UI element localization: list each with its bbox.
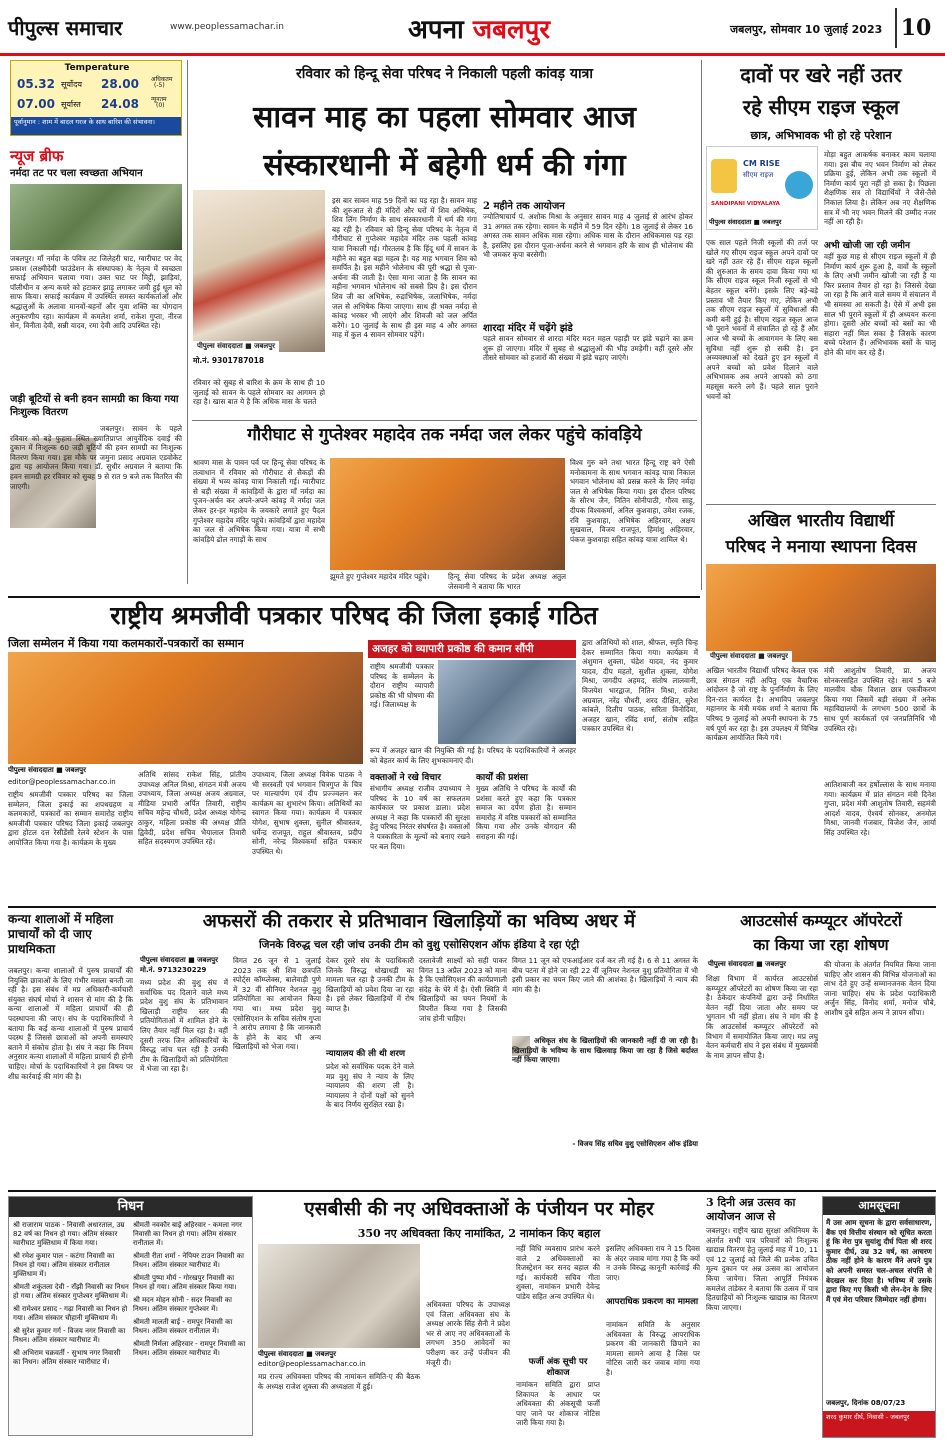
section-title xyxy=(408,10,550,46)
abvp-headline-1: अखिल भारतीय विद्यार्थी xyxy=(747,511,895,531)
obituary-col2 xyxy=(133,1221,249,1433)
kanwar-col3: विश्व गुरु बने तथा भारत हिन्दू राष्ट्र बने ऐसी मनोकामना के साथ भगवान कांवड़ यात्रा निकाल भगवान भोलेनाथ को प्रसन्न करने के लिए नर्मदा जल से अभिषेक किया गया। इस दौरान परिषद के सौरभ जैन, नितिन सोनीपाठी, गौरव साहू, दीपक विश्वकर्मा, अनिल कुशवाहा, उमेश रजक, रवि कुशवाहा, अभिषेक अहिरवार, अक्षय सुखवाल, विजय राजपूत, हिमांशु अहिरवार, पंकज कुशवाहा सहित कांवड़ यात्रा शामिल थे। xyxy=(570,458,695,544)
abvp-right-col: मंत्री आशुतोष तिवारी, प्रा. अजय सोनकरसहित उपस्थित रहे। सायं 5 बजे मालवीय चौक विशाल छात्र एकत्रीकरण किया गया जिसमें बड़ी संख्या में अनेक महाविद्यालयों के लगभग 500 छात्रों के साथ पूर्ण कार्यकर्ता एवं जनप्रतिनिधि भी उपस्थित रहे। xyxy=(824,666,936,733)
rise-right-col: मोड़ा बहुत आकर्षक बनाकर काम चलाया गया। इस बीच नए भवन निर्माण को लेकर प्रक्रिया हुई, लेकिन अभी तक स्कूलों में निर्माण कार्य पूरा नहीं हो सका है। पिछला शैक्षणिक सत्र तो विद्यार्थियों ने जैसे-तैसे निकाल लिया है। लेकिन अब नए शैक्षणिक सत्र में भी नए भवन मिलने की उम्मीद नजर नहीं आ रही है। xyxy=(824,150,936,227)
sbc-col3b: नामांकन समिति द्वारा प्राप्त शिकायत के आधार पर अधिवक्ता की अंकसूची फर्जी पाए जाने पर शोकाज नोटिस जारी किया गया है। xyxy=(516,1380,600,1428)
patrakar-photo xyxy=(8,652,363,764)
rise-emblem-icon xyxy=(711,159,737,193)
patrakar-email: editor@peoplessamachar.co.in xyxy=(8,778,116,786)
anna-body: जबलपुर। राष्ट्रीय खाद्य सुरक्षा अधिनियम के अंतर्गत सभी पात्र परिवारों को निःशुल्क खाद्यान्न वितरण हेतु जुलाई माह में 10, 11 एवं 12 जुलाई को जिले की प्रत्येक उचित मूल्य दुकान पर अन्न उत्सव का आयोजन किया जायेगा। जिला आपूर्ति नियंत्रक कमलेश तांडेकर ने बताया कि उत्सव में पात्र हितग्राहियों को निःशुल्क खाद्यान्न का वितरण किया जाएगा। xyxy=(706,1226,818,1312)
brief2-headline: जड़ी बूटियों से बनी हवन सामग्री का किया गया निःशुल्क वितरण xyxy=(10,394,179,418)
outsource-col1: शिक्षा विभाग में कार्यरत आउटसोर्स कम्प्यूटर ऑपरेटरों का शोषण किया जा रहा है। ठेकेदार कंपनियों द्वारा उन्हें निर्धारित वेतन नहीं दिया जाता और समय पर भुगतान भी नहीं होता। संघ ने मांग की है कि आउटसोर्स कम्प्यूटर ऑपरेटरों को विभाग में समायोजित किया जाए। मप्र लघु वेतन कर्मचारी संघ ने इस संबंध में मुख्यमंत्री के नाम ज्ञापन सौंपा है। xyxy=(706,974,818,1060)
khiladi-quote-box xyxy=(512,1036,698,1186)
abvp-rule xyxy=(706,504,936,505)
brand-logo: पीपुल्स समाचार xyxy=(8,16,123,40)
lead-col2b: पहले सावन सोमवार से शारदा मंदिर मदन महल पहाड़ी पर झंडे चढ़ाने का क्रम शुरू हो जाएगा। मंदिर में सुबह से श्रद्धालुओं की भीड़ उमड़ेगी। वहीं दूसरे और तीसरे सोमवार को हजारों की संख्या में झंडे चढ़ाए जाएंगे। xyxy=(483,334,693,363)
sunrise-time: 05.32 xyxy=(17,77,55,91)
vakta-sub: वक्ताओं ने रखे विचार xyxy=(370,773,441,783)
sbc-col1: मप्र राज्य अधिवक्ता परिषद की नामांकन समिति-ए की बैठक के अध्यक्ष राजेश शुक्ला की अध्यक्षता में हुई। xyxy=(258,1372,420,1391)
kanwar-caption-r: हिन्दू सेवा परिषद के प्रदेश अध्यक्ष अतुल जेसवानी ने बताया कि भारत xyxy=(448,572,566,591)
obituary-item: श्रीमती नवकौर बाई अहिरवार - कमला नगर निवासी का निधन हो गया। अंतिम संस्कार रानीताल में। xyxy=(133,1221,242,1247)
patrakar-photo-caption: पीपुल्स संवाददाता ■ जबलपुर xyxy=(8,766,86,774)
patrakar-headline: राष्ट्रीय श्रमजीवी पत्रकार परिषद की जिला इकाई गठित xyxy=(110,601,598,630)
obituary-item: श्रीमती मालती बाई - रामपुर निवासी का निधन। अंतिम संस्कार रानीताल में। xyxy=(133,1318,233,1335)
khiladi-col3b: प्रदेश को सर्वाधिक पदक देने वाले मप्र वुशु संघ ने न्याय के लिए न्यायालय की शरण ली है। न्यायालय ने दोनों पक्षों को सुनने के बाद निर्णय सुरक्षित रखा है। xyxy=(326,1062,414,1110)
abvp-photo xyxy=(706,564,936,662)
page-number: 10 xyxy=(895,8,935,48)
obituary-item: श्रीमती पुष्पा मौर्य - गोरखपुर निवासी का निधन हो गया। अंतिम संस्कार किया गया। xyxy=(133,1274,237,1291)
khiladi-col3: देकर दूसरे संघ के पदाधिकारी जिनके विरुद्ध धोखाधड़ी का मामला चल रहा है उनकी टीम के खिलाड़ियों को प्रवेश दिया जा रहा है। इसे लेकर खिलाड़ियों में रोष व्याप्त है। xyxy=(326,956,414,1013)
khiladi-col2: विगत 26 जून से 1 जुलाई 2023 तक श्री शिव छत्रपति स्पोर्ट्स कॉम्प्लेक्स, बालेवाड़ी पुणे में 32 वीं सीनियर नेशनल वुशु प्रतियोगिता का आयोजन किया गया था। मध्य प्रदेश वुशु एसोसिएशन के सचिव संतोष गुप्ता ने आरोप लगाया है कि जानकारी के होने के बाद भी अन्य खिलाड़ियों को भेजा गया। xyxy=(233,956,321,1052)
sbc-headline: एसबीसी की नए अधिवक्ताओं के पंजीयन पर मोहर xyxy=(304,1198,654,1220)
sbc-subhead: 350 नए अधिवक्ता किए नामांकित, 2 नामांकन किए बहाल xyxy=(357,1227,601,1240)
masthead xyxy=(0,0,945,56)
weather-box xyxy=(10,60,182,136)
max-label: अधिकतम xyxy=(151,76,173,83)
khiladi-subhead: जिनके विरुद्ध चल रही जांच उनकी टीम को वुशु एसोसिएशन ऑफ इंडिया दे रहा एंट्री xyxy=(258,939,580,951)
sbc-col4: इसलिए अधिवक्ता राय ने 15 दिवस के अंदर जवाब मांगा गया है कि क्यों न उनके विरुद्ध कानूनी कार्रवाई की जाए। xyxy=(606,1244,700,1282)
section-title-a: अपना xyxy=(408,15,464,45)
kanwar-rule xyxy=(192,420,697,421)
notice-label: आमसूचना xyxy=(823,1197,935,1215)
kanya-headline: कन्या शालाओं में महिला प्राचार्यों को दी जाए प्राथमिकता xyxy=(8,912,114,956)
obituary-box xyxy=(8,1196,253,1436)
sunset-time: 07.00 xyxy=(17,97,55,111)
kanwar-col1: श्रावण मास के पावन पर्व पर हिन्दू सेवा परिषद के तत्वाधान में रविवार को गौरीघाट से सैकड़ों की संख्या में भव्य कांवड़ यात्रा निकाली गई। ग्वारीघाट से बड़ी संख्या में कांवड़ियों के द्वारा माँ नर्मदा का पूजन-अर्चन कर अपने-अपने कांवड़ में नर्मदा जल लेकर हर-हर महादेव के जयकारे लगाते हुए पैदल गुप्तेश्वर महादेव मंदिर पहुंचे। कांवड़ियों द्वारा महादेव का जल से अभिषेक किया गया। यात्रा में सभी कांवड़िये ढोल नगाड़ों के साथ xyxy=(193,458,325,544)
khiladi-photo-caption: पीपुल्स संवाददाता ■ जबलपुर xyxy=(140,956,218,964)
rise-logo-text: सीएम राइज xyxy=(743,171,774,179)
sunrise-label: सूर्योदय xyxy=(61,80,83,89)
lead-sub1: 2 महीने तक आयोजन xyxy=(483,201,565,212)
section-title-b: जबलपुर xyxy=(472,15,551,45)
outsource-headline-1: आउटसोर्स कम्प्यूटर ऑपरेटरों xyxy=(740,911,902,930)
min-diff: (0) xyxy=(156,102,165,109)
lead-col1: इस बार सावन माह 59 दिनों का पड़ रहा है। सावन माह की शुरुआत से ही मंदिरों और घरों में शिव अभिषेक, शिव लिंग निर्माण के साथ संस्कारधानी में धर्म की गंगा बह रही है। रविवार को हिन्दू सेवा परिषद के नेतृत्व में गौरीघाट से गुप्तेश्वर महादेव मंदिर तक पहली कांवड़ यात्रा निकाली गई। गौरतलब है कि हिंदू धर्म में सावन के महीने का बहुत बड़ा महत्व है। यह माह भगवान शिव को समर्पित है। इस महीने भोलेनाथ की पूरी श्रद्धा से पूजा-अर्चना की जाती है। ऐसा माना जाता है कि सावन का महीना भगवान भोलेनाथ को सबसे प्रिय है। इस दौरान शिव जी का अभिषेक, रुद्राभिषेक, जलाभिषेक, नर्मदा जल से अभिषेक किया जाएगा। साथ ही भक्त नर्मदा से कांवड़ भरकर भी लाएंगे और शिवजी को जल अर्पित करेंगे। 10 जुलाई के साथ ही इस माह 4 और अगस्त माह में कुल 4 सावन सोमवार पड़ेंगे। xyxy=(332,196,477,340)
sbc-col4b: नामांकन समिति के अनुसार अधिवक्ता के विरुद्ध आपराधिक प्रकरण की जानकारी छिपाने का मामला सामने आया है जिस पर नोटिस जारी कर जवाब मांगा गया है। xyxy=(606,1320,700,1377)
notice-body: मैं उस आम सूचना के द्वारा सर्वसाधारण, बैंक एवं वित्तीय संस्थान को सूचित करता हूं कि मेरा पुत्र सुयांशु दीर्घ पिता श्री शरद कुमार दीर्घ, उम्र 32 वर्ष, का आचरण ठीक नहीं होने के कारण मैंने अपने पुत्र को अपनी समस्त चल-अचल संपत्ति से बेदखल कर दिया है। भविष्य में उसके द्वारा किए गए किसी भी लेन-देन के लिए मैं एवं मेरा परिवार जिम्मेदार नहीं होगा। xyxy=(826,1218,932,1304)
azhar-headline: अजहर को व्यापारी प्रकोष्ठ की कमान सौंपी xyxy=(368,640,576,658)
patrakar-col3: उपाध्याय, जिला अध्यक्ष विवेक पाठक ने भी सरस्वती एवं भगवान चित्रगुप्त के चित्र पर माल्यार्पण एवं दीप प्रज्ज्वलन कर कार्यक्रम का शुभारंभ किया। अतिथियों का स्वागत किया गया। कार्यक्रम में पत्रकार योगेश, सुभाष शुक्ला, सुनील श्रीवास्तव, धर्मेन्द्र राजपूत, राहुल श्रीवास्तव, प्रदीप सोनी, नरेन्द्र विश्वकर्मा सहित पत्रकार उपस्थित थे। xyxy=(252,770,362,856)
max-temp: 28.00 xyxy=(101,77,139,91)
rise-subhead: छात्र, अभिभावक भी हो रहे परेशान xyxy=(750,129,892,142)
kanya-body: जबलपुर। कन्या शालाओं में पुरुष प्राचार्यों की नियुक्ति छात्राओं के लिए गंभीर मसला बनती जा रही है। इस संबंध में मप्र अधिकारी-कर्मचारी संयुक्त संघर्ष मोर्चा ने शासन से मांग की है कि कन्या शालाओं में महिला प्राचार्यों की ही पदस्थापना की जाए। संघ के पदाधिकारियों ने बताया कि कई कन्या शालाओं में पुरुष प्राचार्य पदस्थ हैं जिससे छात्राओं को अपनी समस्याएं बताने में संकोच होता है। संघ ने कहा कि नियम अनुसार कन्या शालाओं में महिला प्राचार्य ही होनी चाहिए। मोर्चा के पदाधिकारियों ने इस विषय पर शीघ्र कार्रवाई की मांग की है। xyxy=(8,966,133,1081)
rise-logo-2: SANDIPANI VIDYALAYA xyxy=(711,201,780,207)
rise-headline-2: रहे सीएम राइज स्कूल xyxy=(742,95,900,119)
khiladi-sub: न्यायालय की ली थी शरण xyxy=(326,1049,406,1059)
rise-logo-1: CM RISE xyxy=(743,159,780,168)
obituary-label: निधन xyxy=(9,1197,252,1217)
lead-col2a: ज्योतिषाचार्य पं. अशोक मिश्रा के अनुसार सावन माह 4 जुलाई से आरंभ होकर 31 अगस्त तक रहेगा। सावन के महीने में 59 दिन रहेंगे। 18 जुलाई से लेकर 16 अगस्त तक सावन अधिक मास रहेगा। अधिक मास के दौरान अधिकमास पड़ रहा है, इसलिए इस दौरान पूजा-अर्चना करने से भगवान हरि के साथ ही भोलेनाथ की भी जमकर कृपा बरसेगी। xyxy=(483,212,693,260)
khiladi-headline: अफसरों की तकरार से प्रतिभावान खिलाड़ियों का भविष्य अधर में xyxy=(202,911,636,932)
col-rule-2 xyxy=(701,60,702,590)
min-temp: 24.08 xyxy=(101,97,139,111)
khiladi-col1: मध्य प्रदेश की वुशु संघ में सर्वाधिक पद दिलाने वाले मध्य प्रदेश वुशु संघ के प्रतिभावान खिलाड़ी राष्ट्रीय स्तर की प्रतियोगिताओं में शामिल होने के लिए तैयार नहीं मिल रहा है। वहीं दूसरी तरफ जिन अधिकारियों के विरुद्ध जांच चल रही है उनकी टीम के खिलाड़ियों को प्रतियोगिता में भेजा जा रहा है। xyxy=(140,978,228,1074)
obituary-item: श्री मदन मोहन सोनी - सदर निवासी का निधन। अंतिम संस्कार गुप्तेश्वर में। xyxy=(133,1296,232,1313)
sunset-label: सूर्यास्त xyxy=(61,100,81,109)
notice-box xyxy=(822,1196,936,1438)
outsource-headline-2: का किया जा रहा शोषण xyxy=(753,935,889,954)
obituary-item: श्री रामेश्वर प्रसाद - गढ़ा निवासी का निधन हो गया। अंतिम संस्कार चौहानी मुक्तिधाम में। xyxy=(13,1305,128,1322)
lead-photo-text: रविवार को सुबह से बारिश के क्रम के साथ ही 10 जुलाई को सावन के पहले सोमवार का आगमन हो रहा है। खास बात ये है कि अधिक मास के चलते xyxy=(193,378,325,407)
lead-photo-caption: पीपुल्स संवाददाता ■ जबलपुर xyxy=(193,341,279,352)
sbc-photo-caption: पीपुल्स संवाददाता ■ जबलपुर xyxy=(258,1350,336,1358)
rise-col1: एक साल पहले निजी स्कूलों की तर्ज पर खोले गए सीएम राइज स्कूल अपने दावों पर खरे नहीं उतर रहे हैं। सीएम राइज स्कूलों की शुरुआत के समय दावा किया गया था कि सीएम राइज स्कूल निजी स्कूलों से भी बेहतर स्कूल बनेंगे। इसके लिए बड़े-बड़े प्रस्ताव भी तैयार किए गए, लेकिन अभी तक सीएम राइज स्कूलों में सुविधाओं की कमी बनी हुई है। सीएम राइज स्कूल आज भी पुराने भवनों में संचालित हो रहे हैं और आज भी बच्चों के आवागमन के लिए बस सुविधा नहीं शुरू हो सकी है। इन अव्यवस्थाओं को देखते हुए इन स्कूलों में अपने बच्चों को प्रवेश दिलाने वाले अभिभावक अब अपने आपको को ठगा महसूस करने लगे हैं। पहले साल पुराने भवनों को xyxy=(706,238,818,401)
lead-sub2: शारदा मंदिर में चढ़ेंगे झंडे xyxy=(483,323,573,334)
azhar-caption: राष्ट्रीय श्रमजीवी पत्रकार परिषद के सम्मेलन के दौरान राष्ट्रीय व्यापारी प्रकोष्ठ की भी घोषणा की गई। जिलाध्यक्ष के xyxy=(370,662,434,710)
forecast-bar: पूर्वानुमान : शाम में बादल गरज के साथ बारिश की संभावना। xyxy=(11,117,181,135)
kanwar-caption-l: झूमते हुए गुप्तेश्वर महादेव मंदिर पहुंचे। xyxy=(330,572,430,581)
sbc-sub: फर्जी अंक सूची पर शोकाज xyxy=(528,1357,588,1378)
lead-headline-1: सावन माह का पहला सोमवार आज xyxy=(253,100,636,135)
abvp-col1: अखिल भारतीय विद्यार्थी परिषद केवल एक छात्र संगठन नहीं अपितु एक वैचारिक आंदोलन है जो राष्ट्र के पुनर्निर्माण के लिए दिन-रात कार्यरत है। अभाविप जबलपुर महानगर के मंत्री मयंक शर्मा ने बताया कि परिषद 9 जुलाई को अपनी स्थापना के 75 वर्ष पूर्ण कर रहा है। इस उपलक्ष्य में विभिन्न कार्यक्रम आयोजित किये गये। xyxy=(706,666,818,743)
abvp-photo-caption: पीपुल्स संवाददाता ■ जबलपुर xyxy=(706,651,792,662)
khiladi-col4: दस्तावेजी साक्ष्यों को सही पाकर विगत 13 अप्रैल 2023 को माना है कि एसोसिएशन की कार्यप्रणाली संदेह के घेरे में है। ऐसी स्थिति में खिलाड़ियों का चयन नियमों के विपरीत किया गया है जिसकी जांच होनी चाहिए। xyxy=(419,956,507,1023)
sbc-photo xyxy=(258,1244,420,1348)
obituary-item: श्रीमती शकुंतला देवी - राँझी निवासी का निधन हो गया। अंतिम संस्कार गुप्तेश्वर मुक्तिधाम में। xyxy=(13,1283,129,1300)
abvp-col2: आतिशबाजी कर हर्षोल्लास के साथ मनाया गया। कार्यक्रम में प्रांत संगठन मंत्री दिनेश गुप्ता, प्रदेश मंत्री आशुतोष तिवारी, सहमंत्री आदर्श यादव, ऐश्वर्य सोनकर, अनमोल मिश्रा, जानवी गंजबार, विजेश जैन, आर्या सिंह उपस्थित रहे। xyxy=(824,780,936,837)
kanwar-headline: गौरीघाट से गुप्तेश्वर महादेव तक नर्मदा जल लेकर पहुंचे कांवड़िये xyxy=(247,425,642,445)
lead-photo xyxy=(193,190,325,352)
azhar-photo xyxy=(438,660,576,744)
rise-col2: वहीं कुछ माह से सीएम राइज स्कूलों में ही निर्माण कार्य शुरू हुआ है, वावों के स्कूलों के लिए अभी जमीन खोजी जा रही है या फिर प्रस्ताव तैयार हो रहा है। जिससे देखा जा रहा है कि आने वाले समय में संचालन में भी समस्या आ सकती है। ऐसे में अभी इस साल भी पुराने स्कूलों में ही अध्ययन करना होगा। दूसरी ओर बच्चों को बसों का भी सहारा नहीं मिल सका है जिसके कारण बच्चे परेशान हैं। अभिभावक बसों के चालू होने की मांग कर रहे हैं। xyxy=(824,252,936,357)
brief1-photo xyxy=(10,184,182,250)
sbc-col2: अधिवक्ता परिषद के उपाध्यक्ष एवं जिला अधिवक्ता संघ के अध्यक्ष आरके सिंह सैनी ने प्रदेश भर से आए नए अधिवक्ताओं के लगभग 350 आवेदनों का परीक्षण कर उन्हें पंजीयन की मंजूरी दी। xyxy=(426,1300,510,1367)
anna-headline: 3 दिनी अन्न उत्सव का आयोजन आज से xyxy=(706,1196,796,1223)
obituary-item: श्री रमेश कुमार पाल - कटंगा निवासी का निधन हो गया। अंतिम संस्कार रानीताल मुक्तिधाम में। xyxy=(13,1252,115,1278)
rise-round-icon xyxy=(785,171,813,199)
lead-kicker: रविवार को हिन्दू सेवा परिषद ने निकाली पहली कांवड़ यात्रा xyxy=(296,66,593,82)
dateline: जबलपुर, सोमवार 10 जुलाई 2023 xyxy=(730,23,883,36)
site-url: www.peoplessamachar.in xyxy=(170,22,284,32)
khiladi-quote: अधिकृत संघ के खिलाड़ियों की जानकारी नहीं दी जा रही है। खिलाड़ियों के भविष्य के साथ खिलवाड़ किया जा रहा है जिसे बर्दाश्त नहीं किया जाएगा। xyxy=(512,1036,698,1065)
rise-logo-panel xyxy=(706,146,818,230)
patrakar-subhead: जिला सम्मेलन में किया गया कलमकारों-पत्रकारों का सम्मान xyxy=(8,637,244,650)
lead-mobile: मो.नं. 9301787018 xyxy=(193,356,265,365)
lead-headline-2: संस्कारधानी में बहेगी धर्म की गंगा xyxy=(263,148,626,183)
rise-headline-1: दावों पर खरे नहीं उतर xyxy=(740,63,902,87)
rise-sub: अभी खोजी जा रही जमीन xyxy=(824,241,910,251)
karyon-body: मुख्य अतिथि ने परिषद के कार्यों की प्रशंसा करते हुए कहा कि पत्रकार समाज का दर्पण होता है। सम्मान समारोह में वरिष्ठ पत्रकारों को सम्मानित किया गया और उनके योगदान की सराहना की गई। xyxy=(476,784,576,841)
patrakar-right-col: द्वारा अतिथियों को शाल, श्रीफल, स्मृति चिन्ह देकर सम्मानित किया गया। कार्यक्रम में अंशुमान शुक्ला, चंद्रेश यादव, नंद कुमार यादव, दीप महतो, सुशील शुक्ला, योगेश मिश्रा, जगदीप अहमद, संतोष लालवानी, विजयेश भारद्वाज, नितिन मिश्रा, राजेश अग्रवाल, नरेंद्र चौधरी, शरद दीक्षित, सुरेश कांबले, दिलीप पाठक, सरिता विनोदिया, अजहर खान, रविंद्र शर्मा, संतोष सहित पत्रकार उपस्थित थे। xyxy=(582,638,698,734)
brief1-body: जबलपुर। माँ नर्मदा के पवित्र तट जिलेहरी घाट, ग्वारीघाट पर वेद प्रकाश (लक्ष्मीदेवी फाउंडेशन के संस्थापक) के नेतृत्व में स्वच्छता सफाई अभियान चलाया गया। उक्त घाट पर मिट्टी, झाड़ियां, पॉलीथीन व अन्य कचरे को हटाकर झाड़ू लगाकर जमी हुई धूल को साफ किया। सफाई कार्यक्रम में उपस्थित समस्त कार्यकर्ताओं और श्रद्धालुओं के अलावा मानवों-बहनों और युवा शक्ति का योगदान अनुकरणीय रहा। कार्यक्रम में कमलेश शर्मा, राकेश गुप्ता, नीरज सेन, विनीता देवी, सन्नी यादव, रमा देवी आदि उपस्थित रहे। xyxy=(10,254,182,331)
rise-photo-caption: पीपुल्स संवाददाता ■ जबलपुर xyxy=(709,218,782,226)
bottom-rule xyxy=(8,1190,936,1192)
patrakar-col2: अतिथि सांसद राकेश सिंह, प्रांतीय उपाध्यक्ष अनिल मिश्रा, संगठन मंत्री अजय उपाध्याय, जिला अध्यक्ष अजय अग्रवाल, मीडिया प्रभारी अर्पित तिवारी, राष्ट्रीय सचिव महेन्द्र चौधरी, प्रदेश अध्यक्ष योगेन्द्र ठाकुर, महिला प्रकोष्ठ की अध्यक्ष प्रीति द्विवेदी, प्रदेश सचिव भैयालाल तिवारी सहित सदस्यगण उपस्थित रहे। xyxy=(138,770,246,847)
obituary-item: श्रीमती निर्मला अहिरवार - रामपुर निवासी का निधन। अंतिम संस्कार ग्वारीघाट में। xyxy=(133,1340,246,1357)
min-label: न्यूनतम xyxy=(151,96,167,103)
sbc-col3: नहीं विधि व्यवसाय प्रारंभ करने वाले 2 अधिवक्ताओं का रिजस्ट्रेशन कर सनद बहाल की गई। कार्यकारी सचिव गीता शुक्ला, नामांकन प्रभारी देवेन्द्र पांडेय सहित अन्य उपस्थित थे। xyxy=(516,1244,600,1301)
news-brief-label: न्यूज ब्रीफ xyxy=(10,147,64,165)
weather-title: Temperature xyxy=(64,63,130,73)
khiladi-quote-author: - विजय सिंह सचिव वुशु एसोसिएशन ऑफ इंडिया xyxy=(572,1140,698,1148)
obituary-item: श्री सुरेश कुमार गर्ग - विजय नगर निवासी का निधन। अंतिम संस्कार ग्वारीघाट में। xyxy=(13,1327,126,1344)
brief1-headline: नर्मदा तट पर चला स्वच्छता अभियान xyxy=(10,168,143,179)
patrakar-col1: राष्ट्रीय श्रमजीवी पत्रकार परिषद का जिला सम्मेलन, जिला इकाई का शपथग्रहण व कलमकारों, पत्रकारों का सम्मान समारोह राष्ट्रीय श्रमजीवी पत्रकार परिषद जिला इकाई जबलपुर द्वारा होटल दत्त रेसीडेंसी रेलवे स्टेशन के पास आयोजित किया गया है। कार्यक्रम के मुख्य xyxy=(8,790,133,847)
max-diff: (-5) xyxy=(154,82,165,89)
obituary-item: श्री राजाराम पाठक - निवासी अधारताल, उम्र 82 वर्ष का निधन हो गया। अंतिम संस्कार ग्वारीघाट मुक्तिधाम में किया गया। xyxy=(13,1221,125,1247)
obituary-item: श्री अभिराम चक्रवर्ती - सुभाष नगर निवासी का निधन। अंतिम संस्कार ग्वारीघाट में। xyxy=(13,1349,121,1366)
azhar-caption-2: रूप में अजहर खान की नियुक्ति की गई है। परिषद के पदाधिकारियों ने अजहर को बेहतर कार्य के लिए शुभकामनाएं दी। xyxy=(370,746,576,765)
outsource-right-col: की योजना के अंतर्गत नियमित किया जाना चाहिए और शासन की विभिन्न योजनाओं का लाभ देते हुए उन्हें सम्मानजनक वेतन दिया जाना चाहिए। संघ के प्रदेश पदाधिकारी अर्जुन सिंह, विनोद शर्मा, मनोज चौबे, आशीष दुबे सहित अन्य ने ज्ञापन सौंपा। xyxy=(824,960,936,1017)
kanwar-photo xyxy=(330,458,565,570)
vakta-body: संभागीय अध्यक्ष राजीव उपाध्याय ने परिषद के 10 वर्ष का सफलतम कार्यकाल पर प्रकाश डाला। प्रदेश अध्यक्ष ने कहा कि पत्रकारों की सुरक्षा हेतु परिषद निरंतर संघर्षरत है। वक्ताओं ने पत्रकारिता के मूल्यों को बनाए रखने पर बल दिया। xyxy=(370,784,470,851)
karyon-sub: कार्यों की प्रशंसा xyxy=(476,773,528,783)
khiladi-col5: विगत 11 जून को एफआईआर दर्ज कर ली गई है। 6 से 11 अगस्त के बीच पटना में होने जा रही 22 वीं जूनियर नेशनल वुशु प्रतियोगिता में भी इसी प्रकार का चयन किए जाने की आशंका है। खिलाड़ियों ने न्याय की मांग की है। xyxy=(512,956,698,994)
notice-signer: शरद कुमार दीर्घ, निवासी - जबलपुर xyxy=(823,1411,935,1437)
obituary-col1 xyxy=(13,1221,129,1433)
sbc-sub2: आपराधिक प्रकरण का मामला xyxy=(606,1297,699,1307)
khiladi-mobile: मो.नं. 9713230229 xyxy=(140,966,207,974)
col-rule xyxy=(187,60,188,584)
obituary-item: श्रीमती रीता शर्मा - नेपियर टाउन निवासी का निधन। अंतिम संस्कार ग्वारीघाट में। xyxy=(133,1252,244,1269)
notice-date: जबलपुर, दिनांक 08/07/23 xyxy=(826,1399,906,1407)
sbc-email: editor@peoplessamachar.co.in xyxy=(258,1360,366,1368)
brief2-body: जबलपुर। सावन के पहले रविवार को बड़े फुहारा स्थित ख्यातिप्राप्त आयुर्वेदिक दवाई की दुकान में निःशुल्क 60 जड़ी बूटियों की हवन सामग्री का निःशुल्क वितरण किया गया। इस मौके पर जमुना प्रसाद अग्रवाल एडवोकेट द्वारा यह आयोजन किया गया। डॉ. सुधीर अग्रवाल ने बताया कि हवन सामग्री हर रविवार को सुबह 9 से रात 9 बजे तक वितरित की जाएगी। xyxy=(10,424,182,491)
kanya-rule xyxy=(8,906,936,908)
abvp-headline-2: परिषद ने मनाया स्थापना दिवस xyxy=(725,537,917,557)
outsource-photo-caption: पीपुल्स संवाददाता ■ जबलपुर xyxy=(708,960,786,968)
patrakar-rule xyxy=(8,596,700,598)
